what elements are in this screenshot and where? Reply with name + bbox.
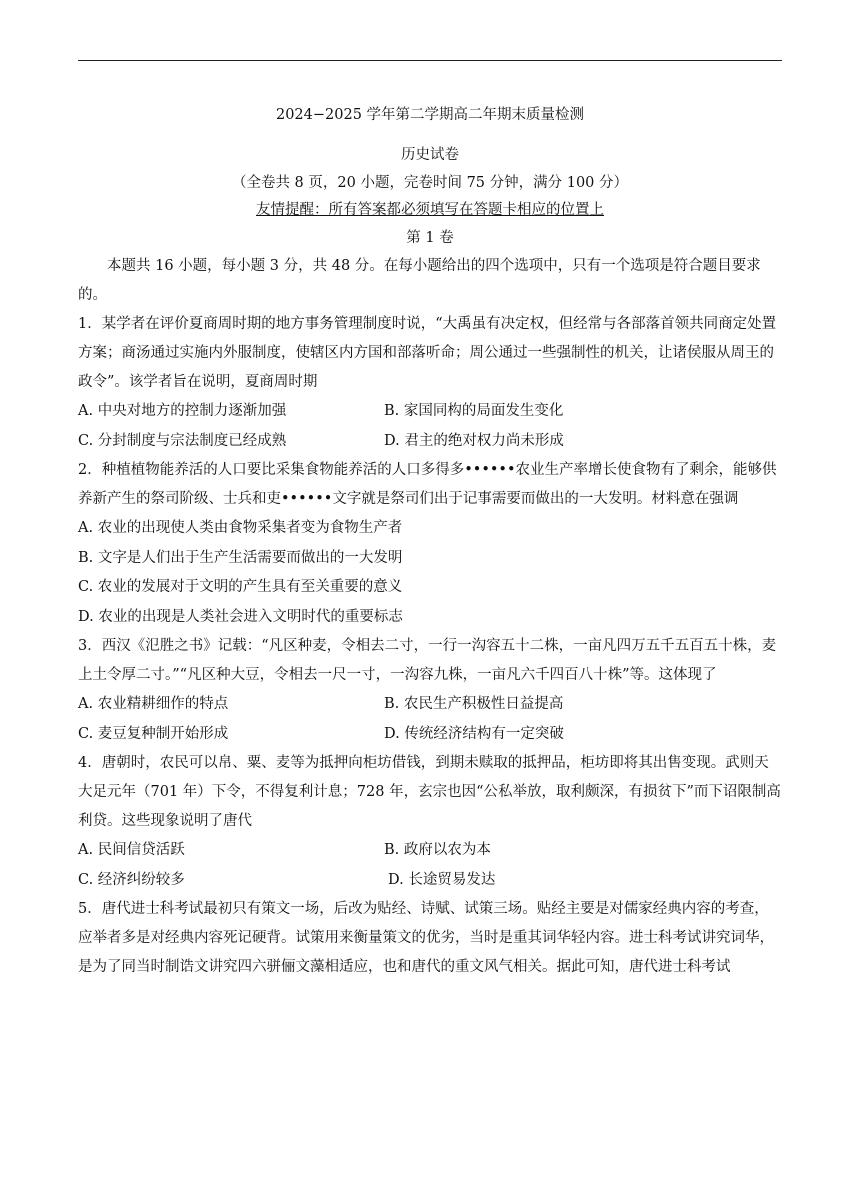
exam-info: （全卷共 8 页，20 小题，完卷时间 75 分钟，满分 100 分） [231,175,629,191]
option-d[interactable]: D. 长途贸易发达 [388,871,496,888]
question-3 [78,632,782,749]
option-d[interactable]: D. 农业的出现是人类社会进入文明时代的重要标志 [78,608,403,625]
volume-label: 第 1 卷 [406,230,454,246]
option-d[interactable]: D. 传统经济结构有一定突破 [384,725,564,742]
question-stem: 5．唐代进士科考试最初只有策文一场，后改为贴经、诗赋、试策三场。贴经主要是对儒家经典内容的考查，应举者多是对经典内容死记硬背。试策用来衡量策文的优劣，当时是重其词华轻内容。进士科考试讲究词华，是为了同当时制诰文讲究四六骈俪文藻相适应，也和唐代的重文风气相关。据此可知，唐代进士科考试 [78,901,774,975]
exam-notice: 友情提醒：所有答案都必须填写在答题卡相应的位置上 [256,202,604,218]
question-2 [78,456,782,632]
option-list [78,397,782,456]
section-intro: 本题共 16 小题，每小题 3 分，共 48 分。在每小题给出的四个选项中，只有一个选项是符合题目要求的。 [78,258,761,303]
option-b[interactable]: B. 政府以农为本 [384,842,491,858]
exam-subject: 历史试卷 [401,147,459,163]
option-list [78,514,782,632]
option-b[interactable]: B. 家国同构的局面发生变化 [384,403,564,419]
question-stem: 2．种植植物能养活的人口要比采集食物能养活的人口多得多••••••农业生产率增长使食物有了剩余，能够供养新产生的祭司阶级、士兵和吏••••••文字就是祭司们出于记事需要而做出的一大发明。材料意在强调 [78,462,777,507]
question-stem: 3．西汉《氾胜之书》记载：“凡区种麦，令相去二寸，一行一沟容五十二株，一亩凡四万五千五百五十株，麦上土令厚二寸。”“凡区种大豆，令相去一尺一寸，一沟容九株，一亩凡六千四百八十株”等。这体现了 [78,638,777,683]
option-a[interactable]: A. 中央对地方的控制力逐渐加强 [78,403,287,419]
option-c[interactable]: C. 麦豆复种制开始形成 [78,725,229,742]
option-a[interactable]: A. 农业精耕细作的特点 [78,696,229,712]
header-rule [78,60,782,61]
option-b[interactable]: B. 文字是人们出于生产生活需要而做出的一大发明 [78,549,403,566]
question-4 [78,749,782,895]
option-d[interactable]: D. 君主的绝对权力尚未形成 [384,432,564,449]
question-1 [78,310,782,456]
question-stem: 1．某学者在评价夏商周时期的地方事务管理制度时说，“大禹虽有决定权，但经常与各部落首领共同商定处置方案；商汤通过实施内外服制度，使辖区内方国和部落听命；周公通过一些强制性的机关，让诸侯服从周王的政令”。该学者旨在说明，夏商周时期 [78,316,777,390]
option-c[interactable]: C. 农业的发展对于文明的产生具有至关重要的意义 [78,579,403,595]
option-a[interactable]: A. 民间信贷活跃 [78,842,185,858]
option-c[interactable]: C. 分封制度与宗法制度已经成熟 [78,432,287,449]
exam-page [78,100,782,982]
option-list [78,690,782,749]
question-stem: 4．唐朝时，农民可以帛、粟、麦等为抵押向柜坊借钱，到期未赎取的抵押品，柜坊即将其出售变现。武则天大足元年（701 年）下令，不得复利计息；728 年，玄宗也因“公私举放，取利颇深，有损贫下”而下诏限制高利贷。这些现象说明了唐代 [78,755,781,829]
exam-title: 2024−2025 学年第二学期高二年期末质量检测 [275,107,585,123]
option-list [78,836,782,895]
question-5 [78,895,782,982]
option-c[interactable]: C. 经济纠纷较多 [78,871,185,888]
option-b[interactable]: B. 农民生产积极性日益提高 [384,696,564,712]
option-a[interactable]: A. 农业的出现使人类由食物采集者变为食物生产者 [78,520,403,536]
